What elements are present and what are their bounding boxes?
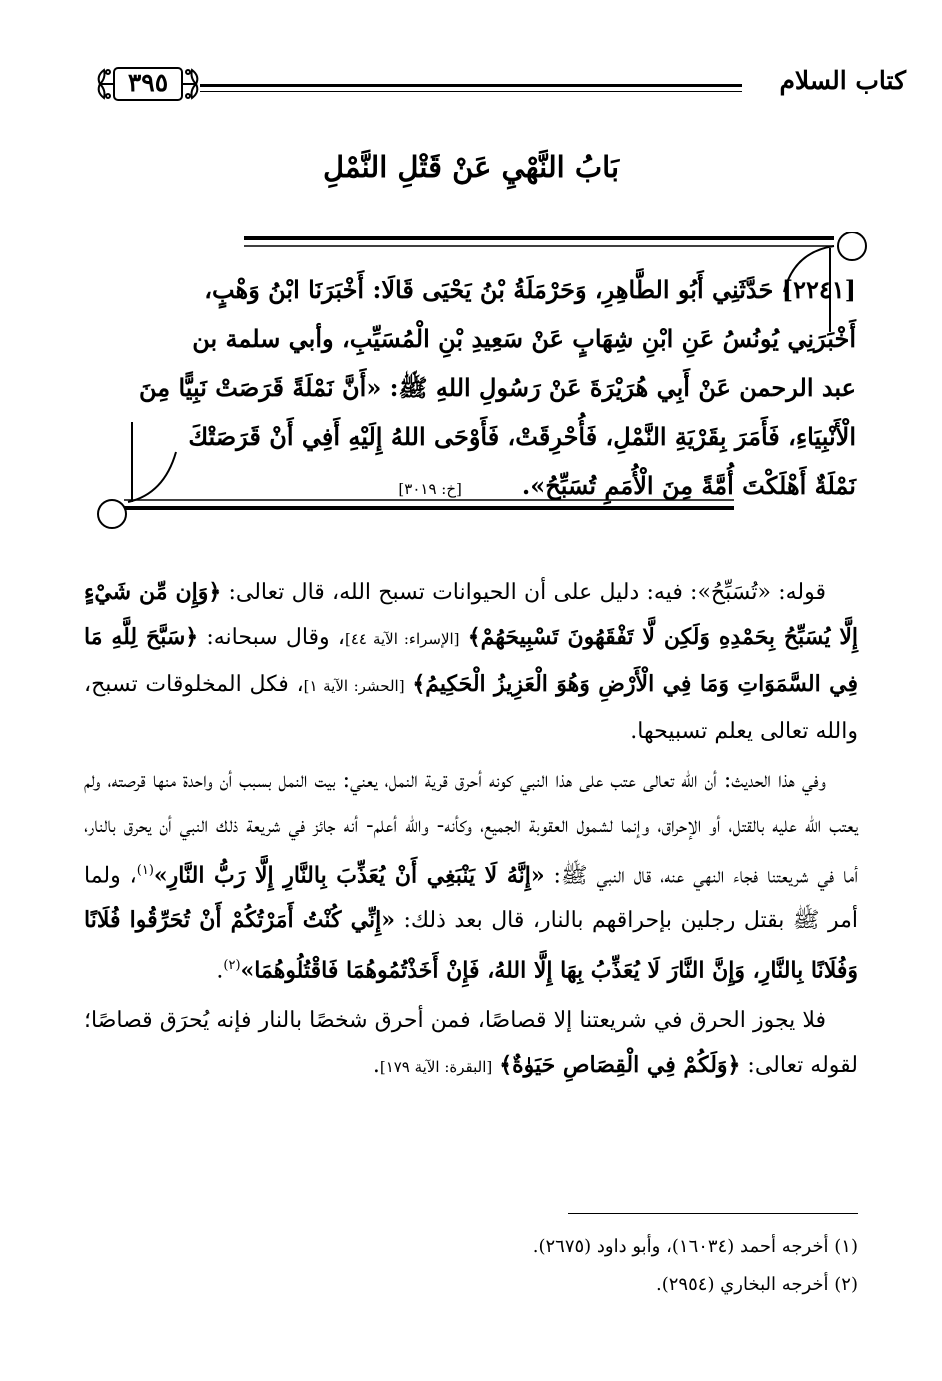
hadith-line: عبد الرحمن عَنْ أَبِي هُرَيْرَةَ عَنْ رَسُولِ اللهِ ﷺ: «أَنَّ نَمْلَةً قَرَصَتْ نَبِيًّا مِنَ [138,373,856,402]
quran-verse: ﴿سَبَّحَ لِلَّهِ مَا فِي السَّمَوَاتِ وَمَا فِي الْأَرْضِ وَهُوَ الْعَزِيزُ الْحَكِيمُ﴾ [84,624,858,697]
hadith-quote: «إِنِّي كُنْتُ أَمَرْتُكُمْ أَنْ تُحَرِّقُوا فُلَانًا وَفُلَانًا بِالنَّارِ، وَإِنَّ النَّارَ لَا يُعَذِّبُ بِهَا إِلَّا اللهُ، فَإِنْ أَخَذْتُمُوهُمَا فَاقْتُلُوهُمَا» [84,907,858,984]
verse-reference: [البقرة: الآية ١٧٩] [379,1057,493,1076]
header-rule-thin [200,91,742,92]
footnote-separator [568,1213,858,1214]
commentary-paragraph [84,570,858,754]
verse-reference: [الإسراء: الآية ٤٤] [344,630,460,648]
hadith-line-text: نَمْلَةٌ أَهْلَكْتَ أُمَّةً مِنَ الْأُمَمِ تُسَبِّحُ». [521,471,856,500]
quran-verse: ﴿وَإِن مِّن شَيْءٍ إِلَّا يُسَبِّحُ بِحَمْدِهِ وَلَكِن لَّا تَفْقَهُونَ تَسْبِيحَهُمْ﴾ [84,579,858,650]
text: . [372,1052,380,1078]
quran-verse: ﴿وَلَكُمْ فِي الْقِصَاصِ حَيَوٰةٌ﴾ [499,1051,741,1078]
text: ، فكل المخلوقات تسبح، والله تعالى يعلم تسبيحها. [84,672,858,744]
footnote-marker: (٢) [223,958,241,974]
text: ، ولما أمر ﷺ بقتل رجلين بإحراقهم بالنار، قال بعد ذلك: [84,863,858,934]
hadith-block [86,265,856,514]
hadith-line: [٢٢٤١] حَدَّثَنِي أَبُو الطَّاهِرِ، وَحَرْمَلَةُ بْنُ يَحْيَى قَالَا: أَخْبَرَنَا ابْنُ وَهْبٍ، [204,275,856,304]
commentary-paragraph [84,998,858,1090]
commentary-body [84,570,858,1094]
hadith-reference: [خ: ٣٠١٩] [398,480,462,498]
hadith-line: أَخْبَرَنِي يُونُسُ عَنِ ابْنِ شِهَابٍ عَنْ سَعِيدِ بْنِ الْمُسَيِّبِ، وأبي سلمة بن [192,324,856,353]
footnotes [84,1228,858,1304]
header-rule [200,84,742,87]
text: قوله: «تُسَبِّحُ»: فيه: دليل على أن الحيوانات تسبح الله، قال تعالى: [221,580,827,605]
text: ، وقال سبحانه: [198,625,345,650]
footnote-marker: (١) [136,863,154,878]
hadith-quote: «إِنَّهُ لَا يَنْبَغِي أَنْ يُعَذِّبَ بِالنَّارِ إِلَّا رَبُّ النَّارِ» [153,862,545,889]
hadith-line: الْأَنْبِيَاءِ، فَأَمَرَ بِقَرْيَةِ النَّمْلِ، فَأُحْرِقَتْ، فَأَوْحَى اللهُ إِلَيْهِ أَفِي أَنْ قَرَصَتْكَ [188,422,856,451]
footnote: (٢) أخرجه البخاري (٢٩٥٤). [656,1274,858,1295]
text: فلا يجوز الحرق في شريعتنا إلا قصاصًا، فمن أحرق شخصًا بالنار فإنه يُحرَق قصاصًا؛ لقوله تعالى: [84,1007,858,1078]
hadith-line [86,461,856,514]
running-header-title: كتاب السلام [779,66,906,95]
chapter-heading: بَابُ النَّهْيِ عَنْ قَتْلِ النَّمْلِ [322,150,620,184]
commentary-paragraph [84,758,858,994]
page-number: ٣٩٥ [127,68,169,97]
text: . [216,958,224,984]
text: وفي هذا الحديث: أن الله تعالى عتب على هذا النبي كونه أحرق قرية النمل، يعني: بيت النمل بسبب أن واحدة منها قرصته، ولم يعتب الله عليه بالقتل، أو الإحراق، وإنما لشمول العقوبة الجميع، وكأنه- والله أعلم- أنه جائز في شريعة ذلك النبي أن يحرق بالنار، أما في شريعتنا فجاء النهي عنه، قال النبي ﷺ: [84,768,858,889]
verse-reference: [الحشر: الآية ١] [303,677,405,695]
footnote: (١) أخرجه أحمد (١٦٠٣٤)، وأبو داود (٢٦٧٥). [532,1236,858,1257]
